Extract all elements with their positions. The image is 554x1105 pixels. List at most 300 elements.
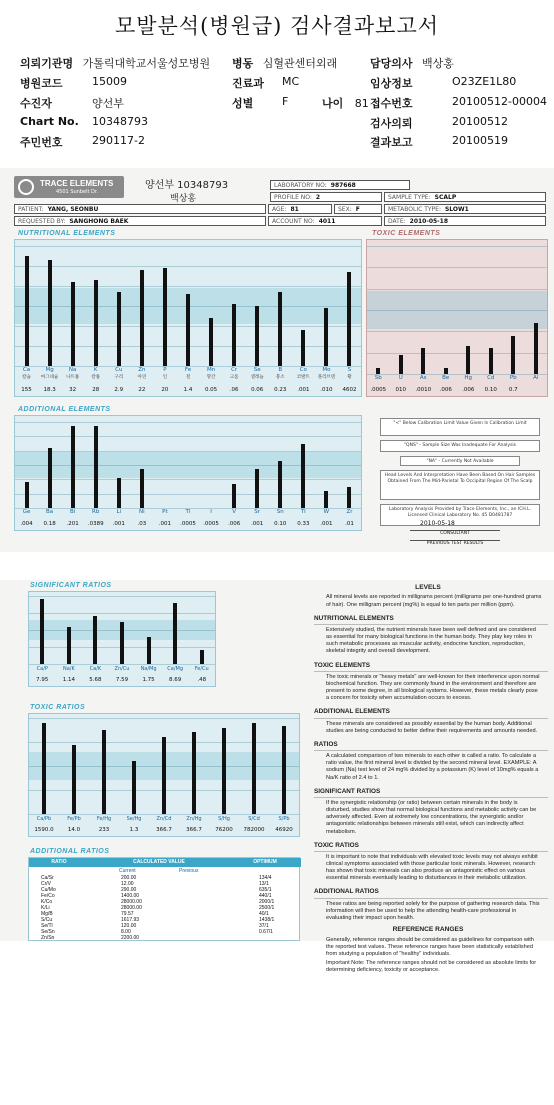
symbol-co: Co: [299, 367, 307, 373]
value-k: 28: [92, 387, 100, 393]
ratios-heading: RATIOS: [314, 741, 548, 751]
value-tl: .0005: [180, 521, 196, 527]
department-value: MC: [282, 75, 300, 88]
value-li: .001: [112, 521, 125, 527]
ratio-optimum: 440/1: [259, 893, 272, 899]
bar-pb: [511, 336, 515, 374]
bar-u: [399, 355, 403, 374]
resident-number-value: 290117-2: [92, 134, 145, 147]
bar-mg: [48, 260, 52, 366]
symbol-k: K: [93, 367, 98, 373]
value-cu: 2.9: [114, 387, 124, 393]
ratio-name: Se/Sn: [41, 929, 55, 935]
note-calibration: "<" Below Calibration Limit Value Given Is Calibration Limit: [380, 418, 540, 436]
bar-ba: [48, 448, 52, 508]
grid-line: [15, 436, 361, 437]
sample-label: SAMPLE TYPE:: [388, 194, 431, 201]
grid-line: [15, 422, 361, 423]
ratio-bar-ca-mg: [173, 603, 177, 664]
ratio-value-na-mg: 1.75: [142, 677, 155, 683]
additional-heading: ADDITIONAL ELEMENTS: [314, 708, 548, 718]
reference-text: Generally, reference ranges should be considered as guidelines for comparison with the reported test values. These reference ranges have been statistically established from studying a population of "healthy" individuals.: [326, 936, 534, 957]
age: [322, 95, 369, 111]
requesting-org-value: 가톨릭대학교서울성모병원: [82, 57, 211, 70]
col-header-2: OPTIMUM: [229, 858, 301, 867]
ratio-value-fe-hg: 233: [98, 827, 110, 833]
scanned-report: [0, 168, 554, 974]
profile-value: 2: [315, 194, 321, 201]
ratio-current: 1617.93: [121, 917, 140, 923]
value-bi: .201: [66, 521, 79, 527]
date-value: 2010-05-18: [409, 218, 449, 225]
clinical-info-label: 임상정보: [370, 77, 413, 90]
grid-line: [15, 479, 361, 480]
requesting-org-label: 의뢰기관명: [20, 57, 74, 70]
value-zn: 22: [138, 387, 146, 393]
previous-results-line: PREVIOUS TEST RESULTS: [410, 540, 500, 546]
ratio-optimum: 40/1: [259, 911, 269, 917]
resident-number-label: 주민번호: [20, 136, 63, 149]
date-cell: [384, 216, 546, 226]
toxic-ratios-label: TOXIC RATIOS: [30, 704, 86, 711]
nutritional-text: Extensively studied, the nutrient minerals have been well defined and are considered as essential for many biological functions in the human body. They play key roles in such metabolic processes as muscular activity, endocrine function, reproduction, skeletal integrity and overall development.: [326, 626, 536, 655]
sex-value: F: [282, 95, 289, 108]
symbol-fe: Fe: [184, 367, 192, 373]
sub-current: Current: [119, 868, 136, 874]
ratio-name: Se/Tl: [41, 923, 53, 929]
sub-previous: Previous: [179, 868, 199, 874]
receipt-number-value: 20100512-00004: [452, 95, 547, 108]
bar-ni: [140, 469, 144, 508]
bar-mo: [324, 308, 328, 366]
symbol-v: V: [232, 509, 236, 515]
age-value: 81: [354, 97, 369, 110]
bar-be: [444, 368, 448, 374]
ratio-current: 79.57: [121, 911, 134, 917]
age-cell-label: AGE:: [272, 206, 287, 213]
ratio-bar-ca-p: [40, 599, 44, 664]
lab-logo-icon: [18, 179, 34, 195]
value-as: .0010: [415, 387, 432, 393]
additional-chart: [14, 415, 362, 531]
symbol-cd: Cd: [487, 375, 495, 381]
value-sn: 0.10: [274, 521, 287, 527]
ratio-value-ca-pb: 1590.0: [34, 827, 54, 833]
doctor-value: 백상홍: [422, 57, 454, 70]
symbol-rb: Rb: [92, 509, 100, 515]
symbol-zr: Zr: [346, 509, 353, 515]
symbol-se: Se: [253, 367, 261, 373]
toxic-heading: TOXIC ELEMENTS: [314, 662, 548, 672]
patient-value: YANG, SEONBU: [47, 206, 99, 213]
ward-value: 심혈관센터외래: [262, 57, 338, 70]
ratio-optimum: 1438/1: [259, 917, 275, 923]
significant-label: SIGNIFICANT RATIOS: [30, 582, 112, 589]
ratio-optimum: 2500/1: [259, 905, 275, 911]
bar-sr: [255, 469, 259, 508]
stamp-date: 2010-05-18: [420, 520, 455, 527]
patient-name: [20, 95, 124, 111]
symbol-s: S: [347, 367, 352, 373]
symbol-tl: Tl: [185, 509, 191, 515]
sex: [232, 95, 289, 111]
grid-line: [367, 310, 547, 311]
value-p: 20: [161, 387, 169, 393]
ratio-value-se-hg: 1.3: [129, 827, 139, 833]
symbol-al: Al: [533, 375, 539, 381]
symbol-be: Be: [442, 375, 450, 381]
grid-line: [15, 494, 361, 495]
symbol-zn: Zn: [138, 367, 146, 373]
ratio-name-fe-pb: Fe/Pb: [67, 816, 81, 822]
age-label: 나이: [322, 97, 344, 110]
bar-s: [347, 272, 351, 366]
value-cd: 0.10: [484, 387, 497, 393]
ratio-bar-fe-hg: [102, 730, 106, 814]
ratio-name-zn-cu: Zn/Cu: [114, 666, 130, 672]
value-sb: .0005: [370, 387, 387, 393]
date-label: DATE:: [388, 218, 406, 225]
symbol-i: I: [210, 509, 212, 515]
symbol-na: Na: [68, 367, 77, 373]
department-label: 진료과: [232, 77, 264, 90]
hospital-code-label: 병원코드: [20, 77, 63, 90]
ratio-current: 200.00: [121, 875, 137, 881]
korean-co: 코발트: [296, 375, 310, 380]
toxic-chart: [366, 239, 548, 397]
col-header-0: RATIO: [29, 858, 89, 867]
receipt-number: [370, 95, 547, 111]
value-zr: .01: [345, 521, 354, 527]
symbol-ca: Ca: [22, 367, 31, 373]
sex-cell-label: SEX:: [338, 206, 352, 213]
note-na: "NA" - Currently Not Available: [400, 456, 520, 466]
symbol-mo: Mo: [322, 367, 331, 373]
test-requested: [370, 115, 508, 131]
patient-cell: [14, 204, 266, 214]
department: [232, 75, 300, 91]
lab-number-cell: [270, 180, 410, 190]
ratio-current: 8.00: [121, 929, 131, 935]
reference-heading: REFERENCE RANGES: [392, 926, 464, 934]
ratio-value-zn-cu: 7.59: [115, 677, 129, 683]
ratio-value-s-hg: 76200: [215, 827, 233, 833]
toxic-text: The toxic minerals or "heavy metals" are well-known for their interference upon normal biochemical function. They are commonly found in the environment and therefore are present to some degree, in all biological systems. However, these metals clearly pose a concern for toxicity when accumulation occurs to excess.: [326, 673, 540, 702]
grid-line: [29, 596, 215, 597]
ratio-name: Zn/Sn: [41, 935, 55, 941]
ratio-optimum: 13/1: [259, 881, 269, 887]
ratio-bar-se-hg: [132, 761, 136, 814]
ratio-value-ca-mg: 8.69: [169, 677, 182, 683]
clinical-info-value: O23ZE1L80: [452, 75, 517, 88]
ratio-name: K/Co: [41, 899, 53, 905]
bar-zn: [140, 270, 144, 366]
value-mn: 0.05: [204, 387, 218, 393]
value-ba: 0.18: [43, 521, 56, 527]
resident-number: [20, 134, 145, 150]
ratio-bar-fe-pb: [72, 745, 76, 814]
age-cell: [268, 204, 332, 214]
ratio-name-se-hg: Se/Hg: [126, 816, 142, 822]
value-s: 4602: [342, 387, 357, 393]
additional-ratios-table: [28, 857, 300, 941]
ratio-name: S/Cu: [41, 917, 53, 923]
value-pt: .001: [158, 521, 172, 527]
symbol-pb: Pb: [509, 375, 517, 381]
doctor-label: 담당의사: [370, 57, 413, 70]
grid-line: [15, 465, 361, 466]
grid-line: [367, 267, 547, 268]
metabolic-cell: [384, 204, 546, 214]
ratio-value-fe-pb: 14.0: [67, 827, 81, 833]
clinical-info: [370, 75, 517, 91]
lab-name: TRACE ELEMENTS: [40, 179, 114, 188]
korean-mg: 마그네슘: [40, 375, 59, 380]
additional-label: ADDITIONAL ELEMENTS: [18, 406, 111, 413]
bar-fe: [186, 294, 190, 366]
ratio-name: Fe/Co: [41, 893, 55, 899]
grid-line: [29, 718, 299, 719]
test-requested-label: 검사의뢰: [370, 117, 413, 130]
korean-k: 칼륨: [91, 375, 101, 380]
age-cell-value: 81: [290, 206, 299, 213]
levels-text: All mineral levels are reported in milligrams percent (milligrams per one-hundred grams of hair). One milligram percent (mg%) is equal to ten parts per million (ppm).: [326, 594, 542, 608]
symbol-ti: Ti: [300, 509, 306, 515]
bar-co: [301, 330, 305, 366]
ratio-name: Ca/Sr: [41, 875, 54, 881]
ratio-current: 120.00: [121, 923, 137, 929]
grid-line: [15, 451, 361, 452]
ratio-value-s-cd: 782000: [243, 827, 265, 833]
bar-cr: [232, 304, 236, 366]
profile-cell: [270, 192, 382, 202]
value-be: .006: [439, 387, 452, 393]
result-report-value: 20100519: [452, 134, 508, 147]
additional-text: These minerals are considered as possibly essential by the human body. Additional studies are being conducted to better define their requirements and amounts needed.: [326, 720, 538, 734]
lab-number-value: 987668: [330, 182, 356, 189]
result-report-label: 결과보고: [370, 136, 413, 149]
ratio-name-na-k: Na/K: [62, 666, 75, 672]
symbol-as: As: [419, 375, 427, 381]
sex-cell-value: F: [355, 206, 360, 213]
ratios-text: A calculated comparison of two minerals to each other is called a ratio. To calculate a ratio value, the first mineral level is divided by the second mineral level. EXAMPLE: A sodium (Na) test level of 24 mg% divided by a potassium (K) level of 10mg% equals a Na/K ratio of 2.4 to 1.: [326, 753, 539, 781]
symbol-sr: Sr: [254, 509, 261, 515]
bar-sn: [278, 461, 282, 508]
lab-address: 4501 Sunbelt Dr.: [56, 189, 99, 195]
ratio-optimum: 2000/1: [259, 899, 275, 905]
ratio-bar-zn-cu: [120, 622, 124, 664]
ratio-name-s-hg: S/Hg: [218, 816, 230, 822]
value-ti: 0.33: [297, 521, 310, 527]
significant-ratios-text: If the synergistic relationship (or ratio) between certain minerals in the body is disturbed, studies show that normal biological functions and metabolic activity can be adversely affected. Even at extremely low concentrations, the synergistic and/or antagonistic relationships between minerals still exist, which can indirectly affect metabolism.: [326, 799, 537, 835]
ward: [232, 55, 337, 71]
symbol-ge: Ge: [22, 509, 31, 515]
note-qns: "QNS" - Sample Size Was Inadequate For Analysis: [380, 440, 540, 452]
ratio-value-zn-hg: 366.7: [186, 827, 202, 833]
korean-cu: 구리: [114, 375, 124, 380]
ratio-name: Mg/B: [41, 911, 53, 917]
note-levels: Head Levels And Interpretation Have Been Based On Hair Samples Obtained From The Mid-Parietal To Occipital Region Of The Scalp: [380, 470, 540, 500]
patient-name-value: 양선부: [92, 97, 124, 110]
interpretation-guide: [308, 580, 548, 1105]
ratio-value-ca-k: 5.68: [89, 677, 102, 683]
bar-na: [71, 282, 75, 366]
grid-line: [367, 246, 547, 247]
value-pb: 0.7: [508, 387, 518, 393]
ratio-bar-na-mg: [147, 637, 151, 664]
requested-cell: [14, 216, 266, 226]
value-mo: .010: [320, 387, 333, 393]
ratio-bar-na-k: [67, 627, 71, 664]
levels-heading: LEVELS: [415, 584, 441, 591]
bar-ge: [25, 482, 29, 508]
grid-line: [29, 814, 299, 815]
ratio-name-ca-mg: Ca/Mg: [167, 666, 183, 672]
symbol-u: U: [398, 375, 403, 381]
symbol-cu: Cu: [115, 367, 123, 373]
ratio-bar-zn-hg: [192, 732, 196, 814]
symbol-bi: Bi: [70, 509, 76, 515]
consultant-line: CONSULTANT: [410, 530, 500, 536]
symbol-ba: Ba: [46, 509, 54, 515]
ratio-bar-s-hg: [222, 728, 226, 814]
ratio-optimum: 0.67/1: [259, 929, 273, 935]
receipt-number-label: 접수번호: [370, 97, 413, 110]
value-co: .001: [297, 387, 310, 393]
grid-line: [367, 289, 547, 290]
bar-ti: [301, 444, 305, 509]
sex-label: 성별: [232, 97, 254, 110]
ratio-current: 2200.00: [121, 935, 140, 941]
bar-zr: [347, 487, 351, 509]
patient-name-label: 수진자: [20, 97, 52, 110]
value-b: 0.23: [274, 387, 287, 393]
bar-cu: [117, 292, 121, 366]
grid-line: [29, 613, 215, 614]
korean-zn: 아연: [137, 375, 147, 380]
bar-mn: [209, 318, 213, 366]
korean-ca: 칼슘: [22, 375, 31, 380]
handwritten-doctor: 백상홍: [170, 194, 197, 204]
grid-line: [367, 353, 547, 354]
korean-p: 인: [162, 375, 168, 380]
bar-as: [421, 348, 425, 374]
chart-no-label: Chart No.: [20, 115, 79, 128]
ratio-bar-ca-pb: [42, 723, 46, 814]
bar-se: [255, 306, 259, 366]
bar-cd: [489, 348, 493, 374]
value-u: 010: [395, 387, 406, 393]
bar-p: [163, 268, 167, 366]
additional-ratios-label: ADDITIONAL RATIOS: [30, 848, 110, 855]
ratio-name-ca-pb: Ca/Pb: [36, 816, 52, 822]
patient-label: PATIENT:: [18, 206, 44, 213]
toxic-ratios-heading: TOXIC RATIOS: [314, 842, 548, 852]
bar-w: [324, 491, 328, 508]
value-v: .006: [228, 521, 241, 527]
korean-se: 셀레늄: [250, 375, 264, 380]
ratio-name: K/Li: [41, 905, 50, 911]
bar-b: [278, 292, 282, 366]
nutritional-chart: [14, 239, 362, 397]
value-rb: .0389: [87, 521, 104, 527]
bar-sb: [376, 368, 380, 374]
bar-rb: [94, 426, 98, 508]
ratio-name-fe-hg: Fe/Hg: [96, 816, 112, 822]
value-sr: .001: [251, 521, 264, 527]
bar-k: [94, 280, 98, 366]
ratio-value-zn-cd: 366.7: [156, 827, 172, 833]
symbol-sb: Sb: [374, 375, 382, 381]
symbol-sn: Sn: [276, 509, 284, 515]
account-value: 4011: [318, 218, 336, 225]
ratio-current: 12.00: [121, 881, 134, 887]
bar-li: [117, 478, 121, 508]
ratio-name-ca-p: Ca/P: [36, 666, 48, 672]
korean-b: 붕소: [275, 375, 285, 380]
metabolic-value: SLOW1: [444, 206, 469, 213]
ratio-name-zn-hg: Zn/Hg: [186, 816, 202, 822]
handwritten-patient: 양선부 10348793: [145, 180, 229, 191]
ratio-value-s-pb: 46920: [275, 827, 293, 833]
symbol-cr: Cr: [231, 367, 238, 373]
symbol-b: B: [278, 367, 283, 373]
col-header-1: CALCULATED VALUE: [89, 858, 229, 867]
result-report: [370, 134, 508, 150]
toxic-label: TOXIC ELEMENTS: [372, 230, 441, 237]
value-mg: 18.3: [43, 387, 56, 393]
header-row-1: [20, 55, 210, 71]
grid-line: [15, 266, 361, 267]
page-gap: [0, 552, 554, 580]
value-ca: 155: [21, 387, 32, 393]
ratio-value-ca-p: 7.95: [36, 677, 49, 683]
sex-cell: [334, 204, 382, 214]
metabolic-label: METABOLIC TYPE:: [388, 206, 441, 213]
korean-mo: 몰리브덴: [317, 375, 336, 380]
value-ge: .004: [20, 521, 33, 527]
ratio-bar-ca-k: [93, 616, 97, 664]
requested-label: REQUESTED BY:: [18, 218, 66, 225]
symbol-pt: Pt: [162, 509, 168, 515]
lab-number-label: LABORATORY NO:: [274, 182, 327, 189]
nutritional-heading: NUTRITIONAL ELEMENTS: [314, 615, 548, 625]
ratio-name-zn-cd: Zn/Cd: [156, 816, 172, 822]
bar-ca: [25, 256, 29, 366]
korean-cr: 크롬: [229, 375, 239, 380]
symbol-mn: Mn: [206, 367, 216, 373]
additional-ratios-heading: ADDITIONAL RATIOS: [314, 888, 548, 898]
grid-line: [15, 246, 361, 247]
bar-bi: [71, 426, 75, 508]
value-w: .001: [320, 521, 333, 527]
value-hg: .006: [462, 387, 475, 393]
ratio-name-ca-k: Ca/K: [89, 666, 102, 672]
toxic-ratios-text: It is important to note that individuals with elevated toxic levels may not always exhibit clinical symptoms associated with those particular toxic minerals. However, research has shown that toxic minerals can also produce an antagonistic effect on various essential minerals eventually leading to disturbances in their metabolic utilization.: [326, 853, 538, 882]
korean-mn: 망간: [206, 375, 216, 380]
lab-logo: [14, 176, 124, 198]
ward-label: 병동: [232, 57, 254, 70]
ratio-value-na-k: 1.14: [62, 677, 75, 683]
value-na: 32: [69, 387, 77, 393]
sample-cell: [384, 192, 546, 202]
ratio-optimum: 134/4: [259, 875, 272, 881]
chart-no-value: 10348793: [92, 115, 148, 128]
grid-line: [29, 664, 215, 665]
hospital-code: [20, 75, 127, 91]
ratio-name-fe-cu: Fe/Cu: [194, 666, 209, 672]
value-i: .0005: [203, 521, 219, 527]
